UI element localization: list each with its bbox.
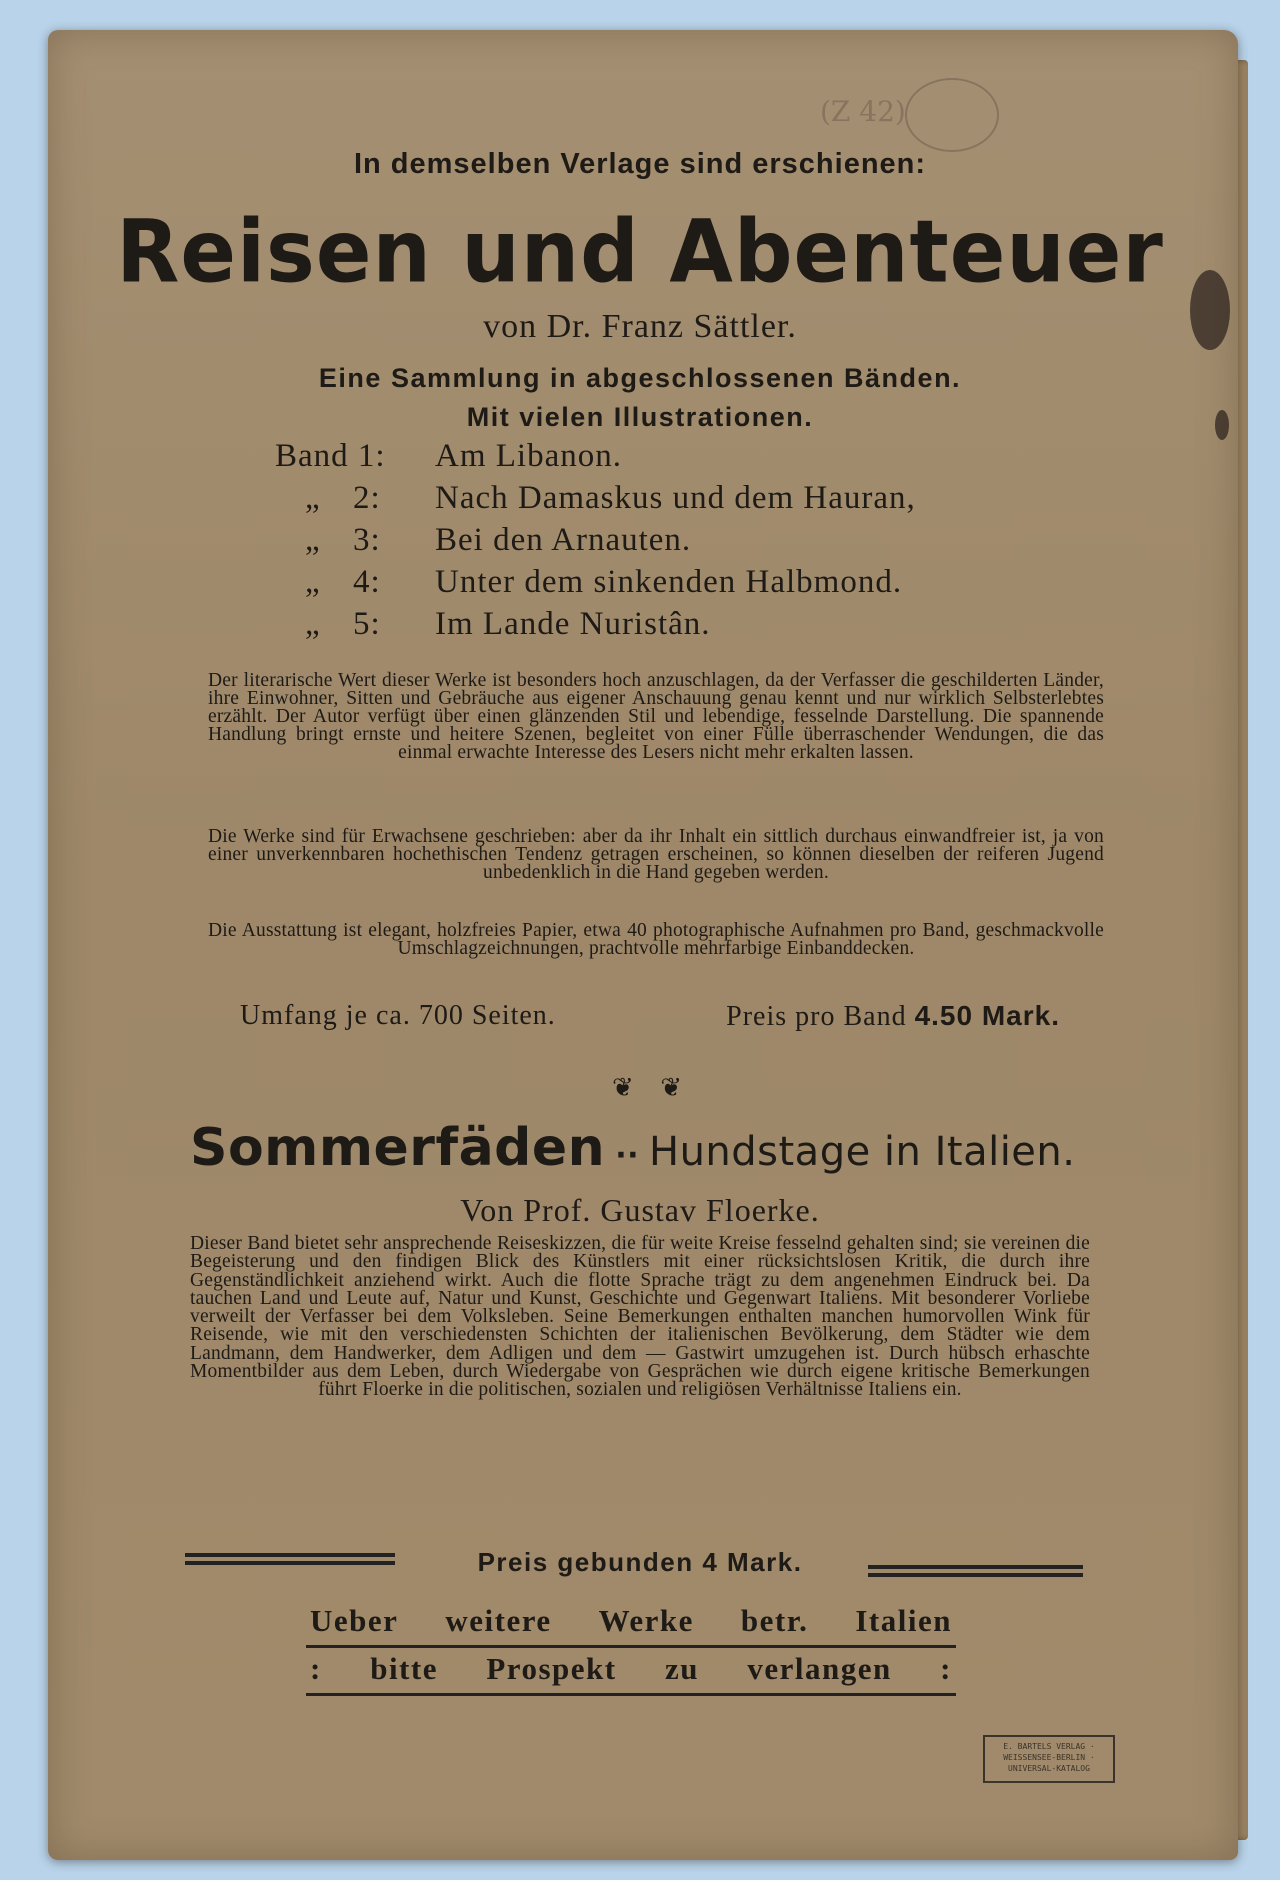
band-row [275, 606, 1095, 648]
band-title: Bei den Arnauten. [435, 522, 692, 558]
series-price-line [240, 1000, 1060, 1033]
further-line-1: Ueber weitere Werke betr. Italien [306, 1600, 956, 1648]
sommerfaeden-description: Dieser Band bietet sehr ansprechende Reiseskizzen, die für weite Kreise fesselnd gehalten sind; sie vereinen die Begeisterung und den findigen Blick des Künstlers mit einer rücksichtslosen Kritik, die durch ihre Gegenständlichkeit anziehend wirkt. Auch die flotte Sprache trägt zu dem angenehmen Eindruck bei. Da tauchen Land und Leute auf, Natur und Kunst, Geschichte und Gegenwart Italiens. Mit besonderer Vorliebe verweilt der Verfasser bei dem Volksleben. Seine Bemerkungen enthalten manchen humorvollen Wink für Reisende, wie mit den verschiedensten Schichten der italienischen Bevölkerung, dem Städter wie dem Landmann, dem Handwerker, dem Adligen und dem — Gastwirt umzugehen ist. Durch hübsch erhaschte Momentbilder aus dem Leben, durch Wiedergabe von Gesprächen wie durch eigene kritische Bemerkungen führt Floerke in die politischen, sozialen und religiösen Verhältnisse Italiens ein. [190, 1233, 1090, 1401]
series-subtitle-2: Mit vielen Illustrationen. [466, 402, 814, 432]
band-title: Nach Damaskus und dem Hauran, [435, 480, 916, 516]
sommerfaeden-author: Von Prof. Gustav Floerke. [460, 1192, 820, 1228]
double-rule-left [185, 1553, 395, 1565]
pencil-note: (Z 42) [820, 95, 906, 128]
band-title: Am Libanon. [435, 438, 622, 474]
band-prefix: „ 4: [305, 564, 381, 600]
band-row [275, 438, 1095, 480]
description-paragraph-1: Der literarische Wert dieser Werke ist besonders hoch anzuschlagen, da der Verfasser die geschilderten Länder, ihre Einwohner, Sitten und Gebräuche aus eigener Anschauung genau kennt und nur wirklich Selbsterlebtes erzählt. Der Autor verfügt über einen glänzenden Stil und lebendige, fesselnde Darstellung. Die spannende Handlung bringt ernste und heitere Szenen, begleitet von einer Fülle überraschender Wendungen, die das einmal erwachte Interesse des Lesers nicht mehr erkalten lassen. [208, 670, 1104, 763]
band-list [275, 438, 1095, 648]
band-row [275, 480, 1095, 522]
band-price: Preis pro Band 4.50 Mark. [726, 1000, 1060, 1032]
sommerfaeden-title: Sommerfäden [190, 1118, 606, 1178]
band-prefix: „ 5: [305, 606, 381, 642]
further-works-note [306, 1600, 956, 1696]
series-subtitle-1: Eine Sammlung in abgeschlossenen Bänden. [318, 363, 962, 393]
ornament-divider: ❦ ❦ [612, 1073, 693, 1102]
band-prefix: Band 1: [275, 438, 386, 474]
publisher-stamp: E. BARTELS VERLAG · WEISSENSEE-BERLIN · UNIVERSAL-KATALOG [983, 1735, 1115, 1783]
publisher-intro: In demselben Verlage sind erschienen: [353, 148, 927, 180]
description-paragraph-3: Die Ausstattung ist elegant, holzfreies Papier, etwa 40 photographische Aufnahmen pro Band, geschmackvolle Umschlagzeichnungen, prachtvolle mehrfarbige Einbanddecken. [208, 920, 1104, 959]
sommerfaeden-title-line [190, 1118, 1100, 1178]
series-title: Reisen und Abenteuer [116, 202, 1164, 303]
band-prefix: „ 2: [305, 480, 381, 516]
series-author: von Dr. Franz Sättler. [483, 308, 797, 345]
bound-price: Preis gebunden 4 Mark. [477, 1547, 803, 1577]
band-row [275, 564, 1095, 606]
page-scope: Umfang je ca. 700 Seiten. [240, 1000, 556, 1031]
sommerfaeden-subtitle: Hundstage in Italien. [648, 1129, 1076, 1175]
title-separator: ·· [615, 1138, 639, 1173]
band-prefix: „ 3: [305, 522, 381, 558]
double-rule-right [868, 1565, 1083, 1577]
band-title: Im Lande Nuristân. [435, 606, 711, 642]
band-title: Unter dem sinkenden Halbmond. [435, 564, 903, 600]
band-row [275, 522, 1095, 564]
further-line-2: : bitte Prospekt zu verlangen : [306, 1648, 956, 1696]
description-paragraph-2: Die Werke sind für Erwachsene geschrieben: aber da ihr Inhalt ein sittlich durchaus einwandfreier ist, ja von einer unverkennbaren hochethischen Tendenz getragen erscheinen, so können dieselben der reiferen Jugend unbedenklich in die Hand gegeben werden. [208, 826, 1104, 883]
